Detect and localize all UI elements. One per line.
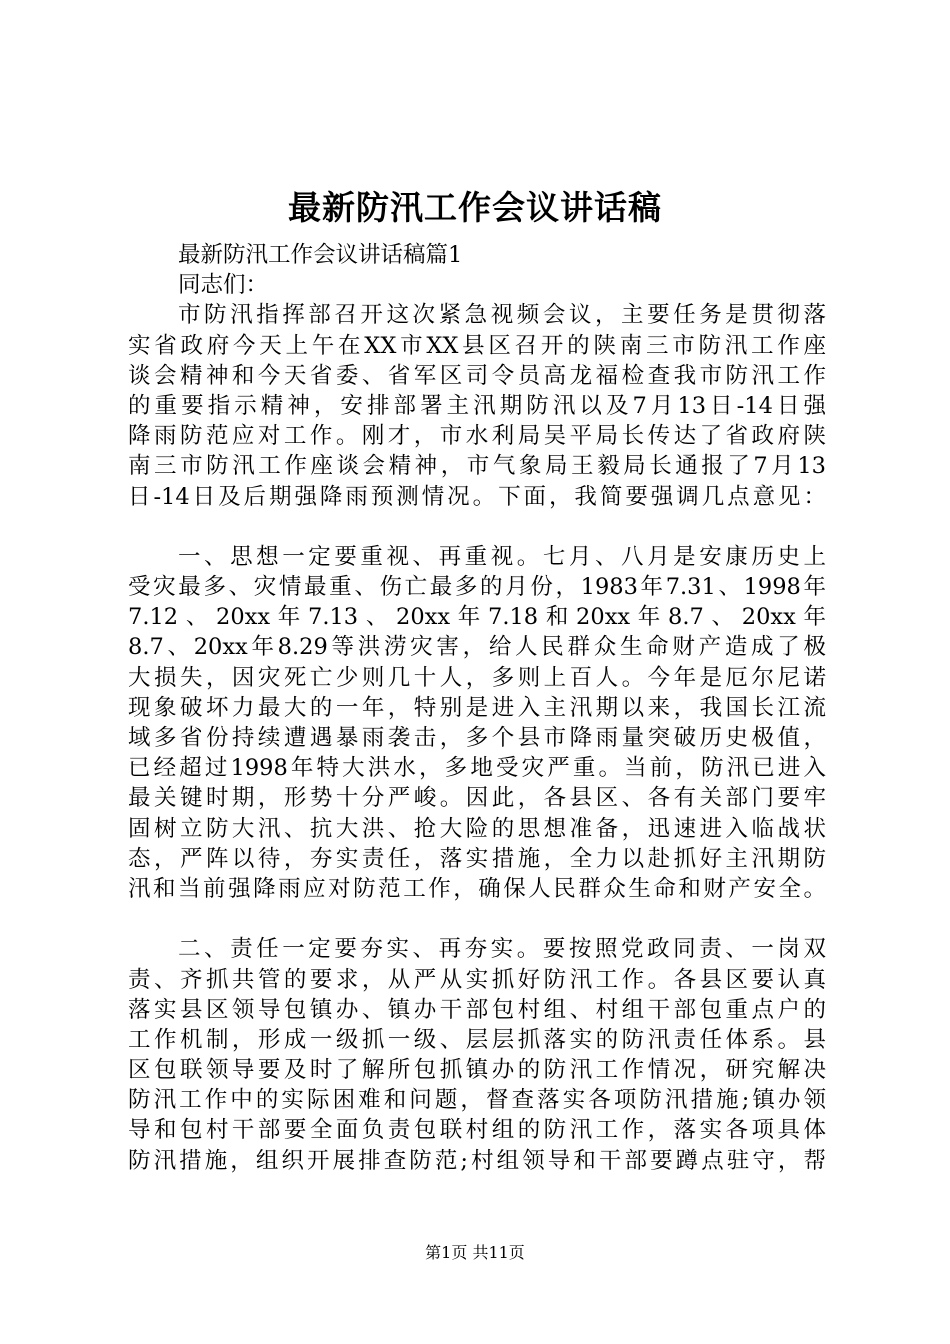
paragraph-line: 降雨防范应对工作。刚才，市水利局吴平局长传达了省政府陕 xyxy=(128,423,826,450)
paragraph-line: 实省政府今天上午在XX市XX县区召开的陕南三市防汛工作座 xyxy=(128,332,826,359)
document-body xyxy=(128,240,826,1176)
paragraph-line: 域多省份持续遭遇暴雨袭击，多个县市降雨量突破历史极值， xyxy=(128,725,826,751)
paragraph-line: 7.12、20xx年7.13、20xx年7.18和20xx年8.7、20xx年 xyxy=(128,604,826,631)
paragraph-line: 工作机制，形成一级抓一级、层层抓落实的防汛责任体系。县 xyxy=(128,1026,826,1053)
paragraph-line: 的重要指示精神，安排部署主汛期防汛以及7月13日-14日强 xyxy=(128,392,826,419)
paragraph-line: 一、思想一定要重视、再重视。七月、八月是安康历史上 xyxy=(178,543,826,570)
paragraph-line: 防汛措施，组织开展排查防范;村组领导和干部要蹲点驻守，帮 xyxy=(128,1147,826,1174)
paragraph-line: 区包联领导要及时了解所包抓镇办的防汛工作情况，研究解决 xyxy=(128,1057,826,1084)
paragraph-line: 市防汛指挥部召开这次紧急视频会议，主要任务是贯彻落 xyxy=(178,302,826,329)
paragraph-line: 导和包村干部要全面负责包联村组的防汛工作，落实各项具体 xyxy=(128,1117,826,1144)
paragraph-line: 最关键时期，形势十分严峻。因此，各县区、各有关部门要牢 xyxy=(128,785,826,812)
paragraph-3 xyxy=(128,934,826,1176)
document-title: 最新防汛工作会议讲话稿 xyxy=(288,188,662,227)
salutation: 同志们： xyxy=(178,272,269,299)
page-number-footer: 第1页 共11页 xyxy=(425,1243,525,1262)
paragraph-line: 现象破坏力最大的一年，特别是进入主汛期以来，我国长江流 xyxy=(128,694,826,721)
paragraph-line: 责、齐抓共管的要求，从严从实抓好防汛工作。各县区要认真 xyxy=(128,966,826,993)
paragraph-line: 落实县区领导包镇办、镇办干部包村组、村组干部包重点户的 xyxy=(128,996,826,1023)
paragraph-spacer xyxy=(128,512,826,542)
paragraph-line: 受灾最多、灾情最重、伤亡最多的月份，1983年7.31、1998年 xyxy=(128,574,826,601)
paragraph-line: 已经超过1998年特大洪水，多地受灾严重。当前，防汛已进入 xyxy=(128,755,826,782)
paragraph-line: 态，严阵以待，夯实责任，落实措施，全力以赴抓好主汛期防 xyxy=(128,845,826,872)
paragraph-line: 日-14日及后期强降雨预测情况。下面，我简要强调几点意见： xyxy=(128,483,826,510)
paragraph-line: 防汛工作中的实际困难和问题，督查落实各项防汛措施;镇办领 xyxy=(128,1087,826,1114)
document-subtitle: 最新防汛工作会议讲话稿篇1 xyxy=(178,242,463,268)
paragraph-line: 谈会精神和今天省委、省军区司令员高龙福检查我市防汛工作 xyxy=(128,362,826,389)
paragraph-line: 南三市防汛工作座谈会精神，市气象局王毅局长通报了7月13 xyxy=(128,453,826,480)
paragraph-2 xyxy=(128,542,826,904)
paragraph-spacer xyxy=(128,904,826,934)
paragraph-line: 固树立防大汛、抗大洪、抢大险的思想准备，迅速进入临战状 xyxy=(128,815,826,842)
paragraph-line: 大损失，因灾死亡少则几十人，多则上百人。今年是厄尔尼诺 xyxy=(128,664,826,691)
paragraph-1 xyxy=(128,300,826,511)
paragraph-line: 8.7、20xx年8.29等洪涝灾害，给人民群众生命财产造成了极 xyxy=(128,634,826,661)
paragraph-line: 二、责任一定要夯实、再夯实。要按照党政同责、一岗双 xyxy=(178,936,826,963)
paragraph-line: 汛和当前强降雨应对防范工作，确保人民群众生命和财产安全。 xyxy=(128,875,826,902)
